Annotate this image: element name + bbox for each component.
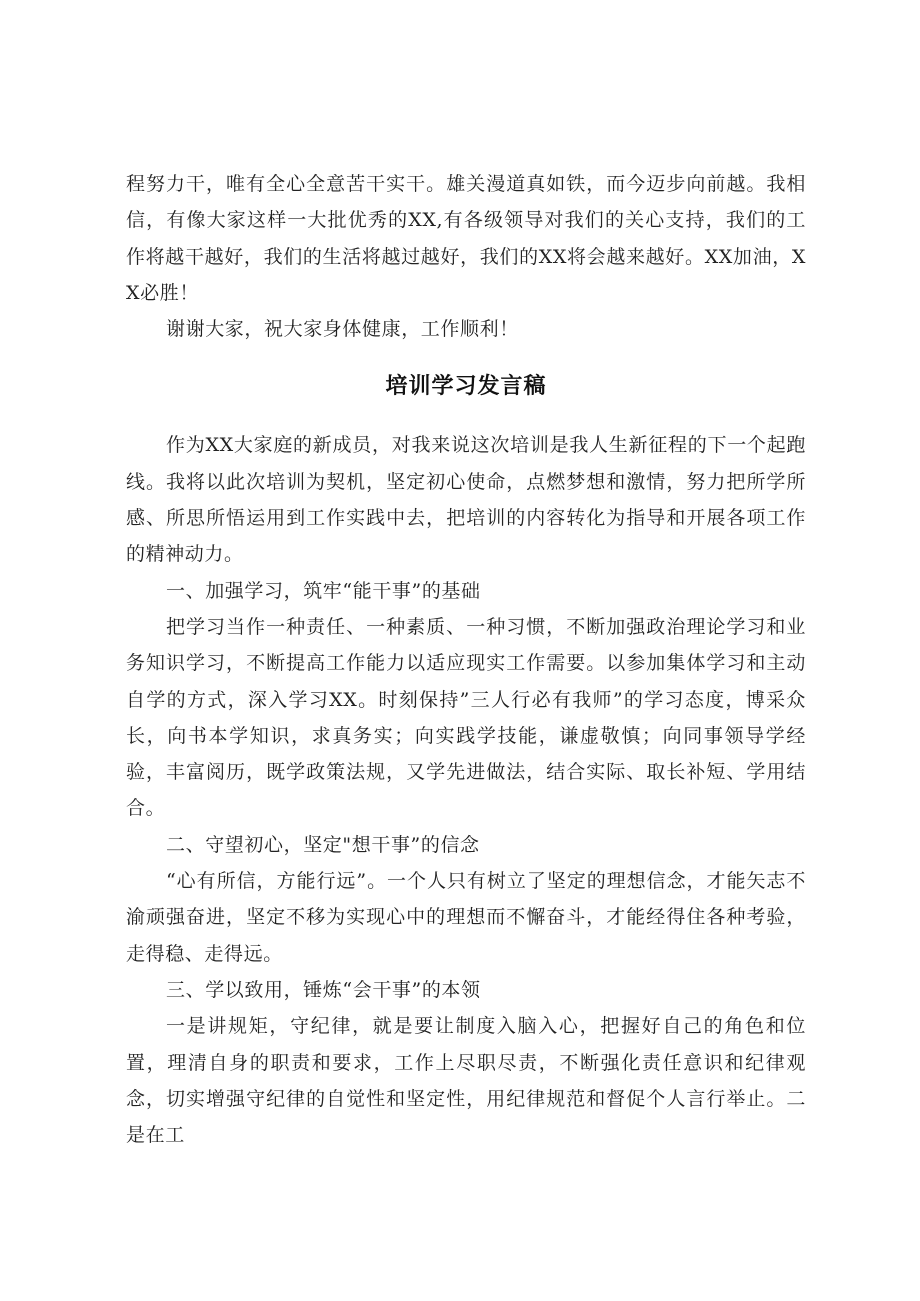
- intro-paragraph: 程努力干，唯有全心全意苦干实干。雄关漫道真如铁，而今迈步向前越。我相信，有像大家这样一大批优秀的XX,有各级领导对我们的关心支持，我们的工作将越干越好，我们的生活将越过越好，我们的XX将会越来越好。XX加油，XX必胜！: [126, 173, 806, 304]
- section-heading-1: 一、加强学习，筑牢“能干事”的基础: [166, 579, 481, 602]
- opening-paragraph: 作为XX大家庭的新成员，对我来说这次培训是我人生新征程的下一个起跑线。我将以此次培训为契机，坚定初心使命，点燃梦想和激情，努力把所学所感、所思所悟运用到工作实践中去，把培训的内容转化为指导和开展各项工作的精神动力。: [126, 434, 806, 566]
- document-page: [126, 166, 806, 1153]
- section-body-2: “心有所信，方能行远”。一个人只有树立了坚定的理想信念，才能矢志不渝顽强奋进，坚定不移为实现心中的理想而不懈奋斗，才能经得住各种考验，走得稳、走得远。: [126, 870, 806, 965]
- document-title: 培训学习发言稿: [385, 374, 547, 400]
- section-body-1: 把学习当作一种责任、一种素质、一种习惯，不断加强政治理论学习和业务知识学习，不断提高工作能力以适应现实工作需要。以参加集体学习和主动自学的方式，深入学习XX。时刻保持”三人行必有我师”的学习态度，博采众长，向书本学知识，求真务实；向实践学技能，谦虚敬慎；向同事领导学经验，丰富阅历，既学政策法规，又学先进做法，结合实际、取长补短、学用结合。: [126, 615, 806, 820]
- closing-thanks: 谢谢大家，祝大家身体健康，工作顺利！: [166, 318, 519, 341]
- section-body-3: 一是讲规矩，守纪律，就是要让制度入脑入心，把握好自己的角色和位置，理清自身的职责和要求，工作上尽职尽责，不断强化责任意识和纪律观念，切实增强守纪律的自觉性和坚定性，用纪律规范和督促个人言行举止。二是在工: [126, 1015, 806, 1147]
- section-heading-2: 二、守望初心，坚定"想干事”的信念: [166, 833, 480, 856]
- section-heading-3: 三、学以致用，锤炼“会干事”的本领: [166, 978, 481, 1001]
